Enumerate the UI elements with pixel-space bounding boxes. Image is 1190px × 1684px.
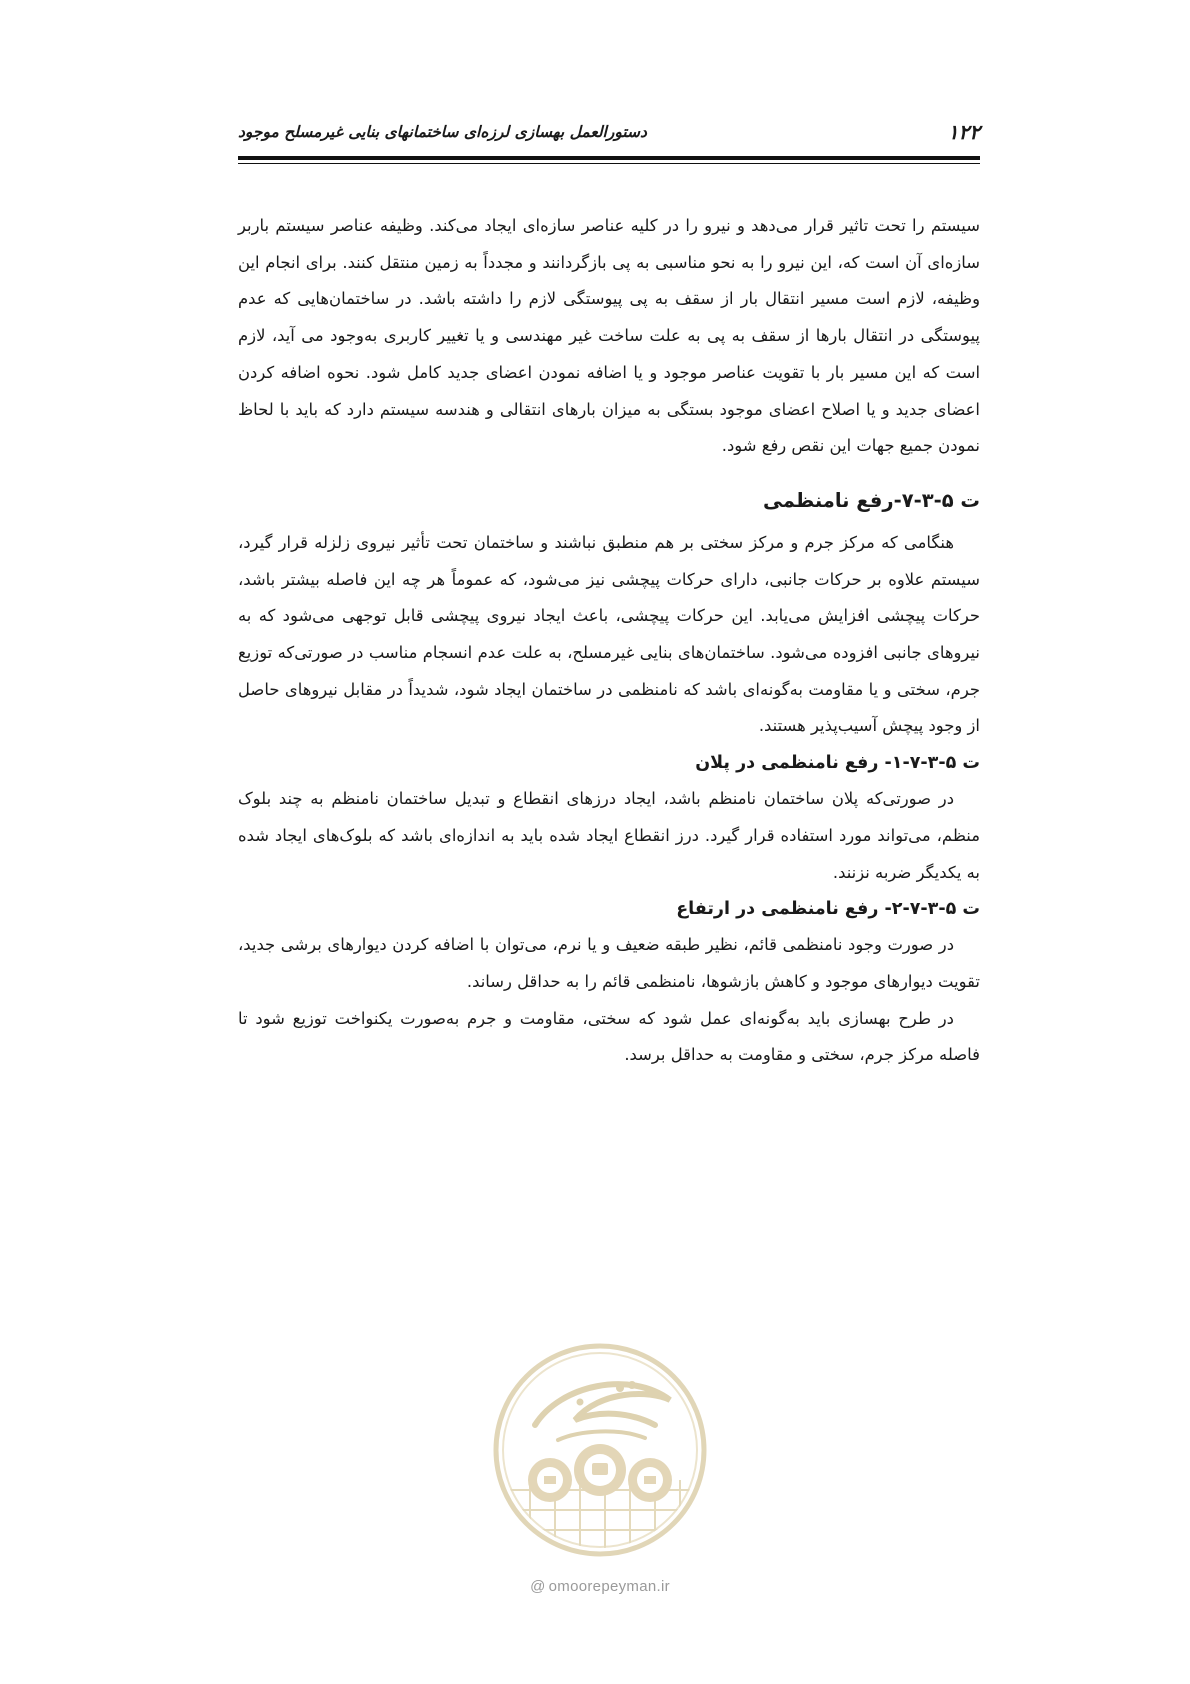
section-paragraph: هنگامی که مرکز جرم و مرکز سختی بر هم منطبق نباشند و ساختمان تحت تأثیر نیروی زلزله قرار گیرد، سیستم علاوه بر حرکات جانبی، دارای حرکات پیچشی نیز می‌شود، که عموماً هر چه این فاصله بیشتر باشد، حرکات پیچشی افزایش می‌یابد. این حرکات پیچشی، باعث ایجاد نیروی پیچشی قابل توجهی می‌شود که به نیروهای جانبی افزوده می‌شود. ساختمان‌های بنایی غیرمسلح، به علت عدم انسجام مناسب در صورتی‌که توزیع جرم، سختی و یا مقاومت به‌گونه‌ای باشد که نامنظمی در ساختمان ایجاد شود، شدیداً در مقابل نیروهای حاصل از وجود پیچش آسیب‌پذیر هستند. [238,532,980,736]
watermark-url-text: omoorepeyman.ir [548,1578,670,1595]
intro-paragraph: سیستم را تحت تاثیر قرار می‌دهد و نیرو را در کلیه عناصر سازه‌ای ایجاد می‌کند. وظیفه عناصر سیستم باربر سازه‌ای آن است که، این نیرو را به نحو مناسبی به پی بازگردانند و مجدداً به زمین منتقل کنند. برای انجام این وظیفه، لازم است مسیر انتقال بار از سقف به پی پیوستگی لازم را داشته باشد. در ساختمان‌هایی که عدم پیوستگی در انتقال بارها از سقف به پی به علت ساخت غیر مهندسی و یا تغییر کاربری به‌وجود می آید، لازم است که این مسیر بار با تقویت عناصر موجود و یا اضافه نمودن اعضای جدید کامل شود. نحوه اضافه کردن اعضای جدید و یا اصلاح اعضای موجود بستگی به میزان بارهای انتقالی و هندسه سیستم دارد که باید با لحاظ نمودن جمیع جهات این نقص رفع شود. [238,216,980,456]
running-header [238,120,980,144]
section-heading: ت ۵-۳-۷-رفع نامنظمی [763,488,980,512]
subsection-paragraph-height-2: در طرح بهسازی باید به‌گونه‌ای عمل شود که سختی، مقاومت و جرم به‌صورت یکنواخت توزیع شود تا فاصله مرکز جرم، سختی و مقاومت به حداقل برسد. [238,1008,980,1065]
at-icon: @ [530,1578,546,1595]
subsection-heading-plan: ت ۵-۳-۷-۱- رفع نامنظمی در پلان [695,753,980,774]
subsection-paragraph-plan: در صورتی‌که پلان ساختمان نامنظم باشد، ایجاد درزهای انقطاع و تبدیل ساختمان نامنظم به چند بلوک منظم، می‌تواند مورد استفاده قرار گیرد. درز انقطاع ایجاد شده باید به اندازه‌ای باشد که بلوک‌های ایجاد شده به یکدیگر ضربه نزنند. [238,789,980,882]
subsection-paragraph-height-1: در صورت وجود نامنظمی قائم، نظیر طبقه ضعیف و یا نرم، می‌توان با اضافه کردن دیوارهای برشی جدید، تقویت دیوارهای موجود و کاهش بازشوها، نامنظمی قائم را به حداقل رساند. [238,935,980,991]
body-content [238,208,980,1074]
watermark-logo-icon [480,1330,720,1570]
header-title: دستورالعمل بهسازی لرزه‌ای ساختمانهای بنایی غیرمسلح موجود [238,122,647,141]
page-number: ۱۲۲ [947,120,980,144]
subsection-heading-height: ت ۵-۳-۷-۲- رفع نامنظمی در ارتفاع [676,899,980,920]
header-rule-thick [238,156,980,160]
header-rule-thin [238,163,980,164]
watermark-url [480,1578,720,1595]
